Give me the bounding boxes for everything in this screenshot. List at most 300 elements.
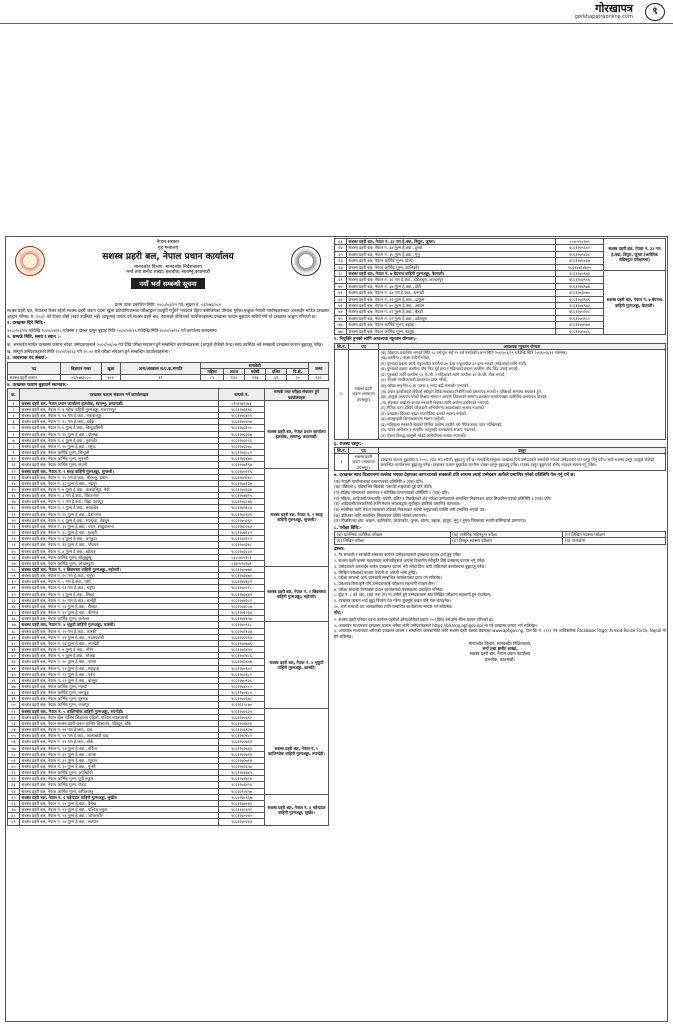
office-sn: ५३ bbox=[8, 720, 20, 726]
exam-item: (ख) शारीरिक सहिष्णुता परीक्षा bbox=[450, 532, 563, 538]
notice-left-column bbox=[7, 238, 329, 1020]
office-phone: ९८६१२७२६५२ bbox=[219, 807, 265, 813]
office-sn: ६८ bbox=[8, 813, 20, 819]
office-name: सशस्त्र प्रहरी बल, नेपाल आर्मिक गुल्म, अर्घाखाँची bbox=[20, 770, 219, 776]
office-sn: ४२ bbox=[8, 653, 20, 659]
note-title: नोट:- bbox=[334, 610, 344, 616]
office-name: सशस्त्र प्रहरी बल, नेपाल आर्मिक गुल्म, मुस्ताङ bbox=[20, 696, 219, 702]
office-sn: २६ bbox=[8, 554, 20, 560]
fee-sn: १ bbox=[335, 454, 349, 471]
office-phone: ९८६१२७०४५४ bbox=[219, 419, 265, 425]
office-name: सशस्त्र प्रहरी बल, नेपाल आर्मिक गुल्म, सोलुखुम्बु bbox=[20, 554, 219, 560]
office-sn: ६७ bbox=[335, 264, 347, 270]
office-phone: ०३८-४२०१०१ bbox=[219, 554, 265, 560]
posts-cell: ९३२ bbox=[309, 374, 329, 380]
office-sn: ९ bbox=[8, 450, 20, 456]
sec5-title: ५. नियुक्ति हुनको लागि आवश्यक न्यूनतम योग्यता:- bbox=[334, 337, 418, 343]
office-phone: ९८६१२७५४३७ bbox=[556, 258, 604, 264]
qualification-item: (ण) मानव अधिकार र मानवीय कानूनको उल्लंघनमा सजाय नपाएको, bbox=[380, 427, 477, 433]
office-name: सशस्त्र प्रहरी बल, नेपाल खेल तालिम शिक्षालय पहिलो, पश्चिम नवलपरासी bbox=[20, 714, 219, 720]
office-sn: ६२ bbox=[8, 776, 20, 782]
sec2-b: ख. सम्पूर्ण उम्मेदवारहरूले मिति २०८०/०४/२३ गते १०:०० बजे परीक्षा संचालन हुने सम्बन्धित कार्यालयहरूमा। bbox=[7, 348, 170, 354]
document-item: (ख) पछिल्लो ६ महिनाभित्र खिचेको पासपोर्ट साइजको दुई प्रति फोटो। bbox=[334, 484, 433, 490]
office-name: सशस्त्र प्रहरी बल, नेपाल नं. २५ गण हे.क्वा., श्रीअन्तु, इलाम bbox=[20, 474, 219, 480]
office-phone: ९८६१६६५८७० bbox=[219, 702, 265, 708]
office-sn: ७६ bbox=[335, 322, 347, 328]
office-phone: ९८६१२७४९७३ bbox=[556, 303, 604, 309]
table-row bbox=[8, 374, 329, 380]
document-item: (ज) पिछडिएका क्षेत्र: अछाम, कालिकोट, जाजरकोट, जुम्ला, डोल्पा, बझाङ, बाजुरा, मुगु र हुम्ला जिल्लाका स्थायी बासिन्दाको प्रमाणपत्र। bbox=[334, 518, 527, 524]
office-phone: ९८६१२७०९६७ bbox=[219, 794, 265, 800]
office-name: सशस्त्र प्रहरी बल, नेपाल नं. ३० गुल्म हे.क्वा., गुल्मी bbox=[20, 764, 219, 770]
office-phone: ९८६१२७३१०८ bbox=[219, 425, 265, 431]
office-sn: ४६ bbox=[8, 677, 20, 683]
office-name: सशस्त्र प्रहरी बल, नेपाल सशस्त्र प्रहरी जवान तालिम शिक्षालय, जीतपुर, बाँके bbox=[20, 720, 219, 726]
documents-list bbox=[334, 479, 666, 524]
fee-th: दस्तुर bbox=[379, 448, 666, 454]
signature-line: हलचोक, काठमाडौं। bbox=[485, 656, 515, 662]
sec2-a: क. अनलाईन मार्फत दरखास्त फाराम भरेका उम्मेदवारहरूले २०८०/०४/०७ गते देखि परीक्षा संचालन हुने सम्बन्धित कार्यालयहरूमा (आफूले रोजेको केन्द्र) स्वयं उपस्थित भई सक्कली दरखास्त फाराम बुझाउनु पर्नेछ। bbox=[7, 342, 323, 347]
office-name: सशस्त्र प्रहरी बल, नेपाल नं. ४२ गुल्म हे.क्वा., डडेलधुरा bbox=[347, 315, 556, 321]
posts-cell: ८१ bbox=[201, 374, 224, 380]
office-name: सशस्त्र प्रहरी बल, नेपाल नं. ५ कालिन्चोक वाहिनी गुल्मअड्डा, रुपन्देही। bbox=[20, 708, 219, 714]
exam-center: सशस्त्र प्रहरी बल, नेपाल नं. १ बराह वाहिनी गुल्मअड्डा, सुनसरी। bbox=[265, 468, 329, 567]
office-phone: ९८६१२७०६३० bbox=[219, 708, 265, 714]
office-phone: ९८६१२७२७१४ bbox=[219, 757, 265, 763]
office-sn: ८ bbox=[8, 443, 20, 449]
office-name: सशस्त्र प्रहरी बल, नेपाल नं. २२ गुल्म हे.क्वा., स्याङ्जा bbox=[20, 665, 219, 671]
sec6-title: ६. राजस्व दस्तुर:- bbox=[334, 441, 364, 447]
office-phone: ९८६१२७४२८१ bbox=[219, 597, 265, 603]
footnote-item: १. सशस्त्र प्रहरी परिवार पदमा कार्यरत प्रहरीको छोरा/छोरीको हकमा २० (बिस) वर्ष उमेर सीमा कायम गरिएको छ। bbox=[334, 616, 494, 622]
office-phone: ०८७-५२०२७५ bbox=[556, 239, 604, 245]
office-name: सशस्त्र प्रहरी बल, नेपाल नं. ३५ गुल्म हे.क्वा., मुगु bbox=[347, 251, 556, 257]
exam-center: सशस्त्र प्रहरी बल, नेपाल प्रधान कार्यालय हलचोक, स्वयम्भु, काठमाडौं। bbox=[265, 400, 329, 468]
office-phone: ९८६१२७०३४३ bbox=[219, 819, 265, 825]
office-phone: ९८६१२७५४८६ bbox=[556, 328, 604, 334]
posts-th: मधेसी bbox=[245, 368, 266, 374]
office-phone: ९८६१२७६९२७ bbox=[219, 727, 265, 733]
office-sn: ६९ bbox=[8, 819, 20, 825]
office-sn: ३५ bbox=[8, 610, 20, 616]
document-item: (घ) महिला, आदिवासी/जनजाति, मधेसी, दलित र पिछडिएको क्षेत्र तर्फका उम्मेदवारले सम्बन्धित निकायबाट प्राप्त सिफारिस पत्रको प्रतिलिपि १ (एक) प्रति। bbox=[334, 495, 552, 501]
office-sn: ३३ bbox=[8, 597, 20, 603]
office-name: सशस्त्र प्रहरी बल, नेपाल नं. ४१ गुल्म हे.क्वा., बैतडी bbox=[347, 309, 556, 315]
exam-center: सशस्त्र प्रहरी बल, नेपाल नं. ५ कालिन्चोक वाहिनी गुल्मअड्डा, रुपन्देही। bbox=[265, 708, 329, 794]
office-name: सशस्त्र प्रहरी बल, नेपाल नं. ४ भृकुटी वाहिनी गुल्मअड्डा, कास्की। bbox=[20, 622, 219, 628]
office-phone: ९८६१२७०९६८ bbox=[219, 622, 265, 628]
office-sn: ५२ bbox=[8, 714, 20, 720]
office-phone: ९८६१२७२२४३ bbox=[219, 523, 265, 529]
office-sn: ५५ bbox=[8, 733, 20, 739]
office-sn: ६१ bbox=[8, 770, 20, 776]
office-phone: ९८६१२७३२२६ bbox=[219, 437, 265, 443]
office-name: सशस्त्र प्रहरी बल, नेपाल नं. २० गुल्म हे.क्वा., पाल्पा bbox=[20, 659, 219, 665]
office-phone: ९८६१२७२६७८ bbox=[219, 696, 265, 702]
office-sn: ६६ bbox=[8, 800, 20, 806]
signature-line: भर्ना तथा छनौट शाखा, bbox=[482, 646, 518, 652]
office-phone: ९८६१२७०७७४ bbox=[219, 567, 265, 573]
office-sn: २५ bbox=[8, 548, 20, 554]
office-phone: ९८६१२७०२१९ bbox=[219, 468, 265, 474]
office-name: सशस्त्र प्रहरी बल, नेपाल नं. २० गुल्म हे.क्वा., दैलेख bbox=[20, 800, 219, 806]
office-name: सशस्त्र प्रहरी बल, नेपाल आर्मिक गुल्म, ओखलढुंगा bbox=[20, 560, 219, 566]
office-phone: ९८६१२७३४७४ bbox=[219, 456, 265, 462]
office-name: सशस्त्र प्रहरी बल, नेपाल नं. १६ गुल्म हे.क्वा., रुपन्देही bbox=[20, 640, 219, 646]
office-sn: ११ bbox=[8, 462, 20, 468]
office-phone: ९८६१२७३९४९ bbox=[556, 296, 604, 302]
office-phone: ९८६१२७५२६२ bbox=[219, 517, 265, 523]
exam-center: सशस्त्र प्रहरी बल, नेपाल नं. २ छिन्नमस्ता वाहिनी गुल्मअड्डा, महोत्तरी। bbox=[265, 567, 329, 622]
fee-table bbox=[334, 447, 666, 471]
office-name: सशस्त्र प्रहरी बल, नेपाल नं. ७ बैदनाथ वाहिनी गुल्मअड्डा, कैलाली। bbox=[347, 271, 556, 277]
office-sn: ७४ bbox=[335, 309, 347, 315]
offices-th: सम्पर्क तथा परीक्षा संचालन हुने कार्यालयहरु bbox=[265, 389, 329, 400]
office-sn: ३४ bbox=[8, 603, 20, 609]
note-item: ९. दरखास्त फाराम भर्दा झुट्टा विवरण पेश गरेमा जुनसुकै बखत पनि नाम कटाइनेछ। bbox=[334, 597, 451, 603]
office-name: सशस्त्र प्रहरी बल, नेपाल नं. ३८ गुल्म हे.क्वा., इटहरी bbox=[20, 530, 219, 536]
posts-th: खुला bbox=[101, 362, 120, 374]
office-phone: ९८६१२७०४८० bbox=[219, 690, 265, 696]
qual-sn: १. bbox=[335, 349, 349, 439]
office-name: सशस्त्र प्रहरी बल, नेपाल नं. ३४ गुल्म हे.क्वा., हुम्ला bbox=[347, 245, 556, 251]
office-sn: ४० bbox=[8, 640, 20, 646]
exam-item: (ङ) विस्तृत स्वास्थ्य परीक्षण bbox=[450, 538, 563, 544]
office-phone: ९८६१२७७५४४ bbox=[556, 322, 604, 328]
office-sn: ५७ bbox=[8, 745, 20, 751]
office-name: सशस्त्र प्रहरी बल, नेपाल आर्मिक गुल्म, कपिलवस्तु bbox=[20, 788, 219, 794]
exam-item: (ग) लिखित स्वास्थ्य परीक्षण bbox=[563, 532, 666, 538]
office-name: सशस्त्र प्रहरी बल, नेपाल नं. ९ गुल्म हे.क्वा., गोरखा bbox=[20, 653, 219, 659]
office-name: सशस्त्र प्रहरी बल, नेपाल नं. ३४ गण हे.क्वा., धनगढी bbox=[347, 290, 556, 296]
government-emblem-icon bbox=[15, 246, 45, 276]
posts-th: पि.क्षे. bbox=[286, 368, 308, 374]
sec8-title: ८. परीक्षा विधि:- bbox=[334, 525, 362, 531]
qualification-item: (ज) प्रचार कार्यालयले तोकेको स्वीकृत चिकित्सकबाट निरोगिताको प्रमाणपत्र भएको र परिक्षको समयमा संचालन हुने, bbox=[380, 388, 542, 394]
note-item: ८. बुँदा नं. ८ को (क), (ख) तथा (ग) मा उत्तीर्ण हुने उम्मेदवारहरू मात्र लिखित परीक्षामा सहभागी हुन पाउनेछन्। bbox=[334, 592, 492, 598]
office-sn: ७७ bbox=[335, 328, 347, 334]
office-phone: ९८६१२७४९७७ bbox=[556, 283, 604, 289]
footnote-item: २. अनलाईन माध्यमबाट दरखास्त फाराम भर्नका लागि उम्मेदवारहरूले https://bharna.apf.gov.np/ मा गई दरखास्त फाराम भर्न सकिनेछ। bbox=[334, 622, 538, 628]
document-item: (छ) दलितका लागि सम्बन्धित निकायबाट दलित भएको प्रमाणपत्र। bbox=[334, 512, 427, 518]
qualification-item: (झ) आफूले अध्ययन गरेको शिक्षण संस्था र आफ्नो जिल्लाको सामान्य प्रशासन कार्यालयबाट चारित्रिक प्रमाणपत्र पाएको, bbox=[380, 394, 548, 400]
note-item: ५. परीक्षा सम्बन्धी अन्य जानकारी सम्बन्धित कार्यालयबाट प्राप्त गर्न सकिनेछ। bbox=[334, 575, 443, 581]
office-sn: १३ bbox=[8, 474, 20, 480]
office-sn: ३० bbox=[8, 579, 20, 585]
office-name: सशस्त्र प्रहरी बल, नेपाल आर्मिक गुल्म, नवलपुर bbox=[20, 702, 219, 708]
office-sn: १२ bbox=[8, 468, 20, 474]
exam-center: सशस्त्र प्रहरी बल, नेपाल नं. ६ महेन्द्रदल वाहिनी गुल्मअड्डा, सुर्खेत। bbox=[265, 794, 329, 825]
notice-title: सशस्त्र प्रहरी बल, नेपाल प्रधान कार्यालय bbox=[102, 252, 234, 263]
office-sn: २३ bbox=[8, 536, 20, 542]
office-phone: ९८६१२७३८७६ bbox=[219, 499, 265, 505]
office-name: सशस्त्र प्रहरी बल, नेपाल नं. १ बराह वाहिनी गुल्मअड्डा, सुनसरी। bbox=[20, 468, 219, 474]
note-item: ४. लिखित परीक्षाको माध्यम नेपाली वा अंग्रेजी भाषा हुनेछ। bbox=[334, 569, 417, 575]
office-phone: ९८६१२७५३४८ bbox=[219, 542, 265, 548]
header-line-ministry: गृह मन्त्रालय bbox=[157, 245, 179, 251]
office-name: सशस्त्र प्रहरी बल, नेपाल नं. १२ गुल्म हे.क्वा., वीरगंज bbox=[20, 610, 219, 616]
office-sn: ७ bbox=[8, 437, 20, 443]
office-name: सशस्त्र प्रहरी बल, नेपाल नं. ३ महेन्द्र वाहिनी गुल्मअड्डा, मकवानपुर bbox=[20, 406, 219, 412]
posts-th-group: समावेशी bbox=[201, 362, 309, 368]
office-name: सशस्त्र प्रहरी बल, नेपाल नं. ६ गुल्म हे.क्वा., नुवाकोट bbox=[20, 437, 219, 443]
exam-item: (घ) लिखित परीक्षा bbox=[335, 538, 451, 544]
posts-th: पद bbox=[8, 362, 61, 374]
office-name: सशस्त्र प्रहरी बल, नेपाल नं. ३ गुल्म हे.क्वा., सिरहा bbox=[20, 591, 219, 597]
office-sn: ६३ bbox=[335, 239, 347, 245]
office-sn: ६९ bbox=[335, 277, 347, 283]
office-phone: ९८६१२७५२२२ bbox=[219, 536, 265, 542]
office-name: सशस्त्र प्रहरी बल, नेपाल नं. ३ गण हे.क्वा., विराटनगर bbox=[20, 493, 219, 499]
sec7-title: ७. दरखास्त साथ विज्ञापनमा उल्लेख भएका देहायका कागजातको सक्कली प्रति साथमा ल्याई उम्मेदवार आफैले प्रमाणित गरेको प्रतिलिपि पेश गर्नु पर्ने छ: bbox=[334, 472, 576, 478]
office-sn: २२ bbox=[8, 530, 20, 536]
qual-th: पद bbox=[349, 343, 379, 349]
offices-th: सम्पर्क नं. bbox=[219, 389, 265, 400]
fee-post: सशस्त्र प्रहरी जवान (साधारण उपसमूह) bbox=[349, 454, 379, 471]
office-sn: ५१ bbox=[8, 708, 20, 714]
qualification-item: (ञ) सेवाबाट बर्खास्त अथवा सरकारी सेवाका लागि अयोग्य ठहरिएको नभएको, bbox=[380, 399, 490, 405]
office-phone: ९८६१२७६४२४ bbox=[219, 782, 265, 788]
posts-th: दलित bbox=[266, 368, 287, 374]
office-sn: २१ bbox=[8, 523, 20, 529]
office-phone: ९८६१२७४२८७ bbox=[219, 603, 265, 609]
office-name: सशस्त्र प्रहरी बल, नेपाल नं. १५ गुल्म हे.क्वा., दोलखा bbox=[20, 431, 219, 437]
qualification-item: (घ) पुरुषको हकमा कम्तीमा पाँच फिट दुई इन्च र महिलाको हकमा कम्तीमा पाँच फिट उचाई भएको, bbox=[380, 366, 519, 372]
office-sn: ४७ bbox=[8, 683, 20, 689]
office-phone: ९८६१४४६४७०० bbox=[556, 264, 604, 270]
office-phone: ९८६१२७२६८९ bbox=[219, 511, 265, 517]
office-name: सशस्त्र प्रहरी बल, नेपाल नं. ४० गुल्म हे.क्वा., अछाम bbox=[347, 303, 556, 309]
exam-item: (क) प्रारम्भिक शारीरिक परीक्षण bbox=[335, 532, 451, 538]
office-sn: १९ bbox=[8, 511, 20, 517]
office-phone: ०१-४२७१०७४ bbox=[219, 400, 265, 406]
office-phone: ९८६१२७३४७२ bbox=[219, 573, 265, 579]
office-phone: ९८६१२७२७१९ bbox=[219, 751, 265, 757]
offices-table-continued bbox=[334, 238, 666, 335]
qualification-item: (ढ) भविष्यमा सरकारी सेवाको निमित्त अयोग्य ठहरिने गरी नैतिकताका पतन नदेखिएको, bbox=[380, 421, 503, 427]
sec2-title: २. सम्पर्क मिति, समय र स्थान :- bbox=[7, 335, 61, 340]
office-name: सशस्त्र प्रहरी बल, नेपाल नं. ३६ गण हे.क्वा., डोडेलधुरा, कञ्चनपुर bbox=[347, 277, 556, 283]
office-sn: २७ bbox=[8, 560, 20, 566]
office-sn: ५ bbox=[8, 425, 20, 431]
office-sn: ७२ bbox=[335, 296, 347, 302]
office-sn: ५० bbox=[8, 702, 20, 708]
office-name: सशस्त्र प्रहरी बल, नेपाल आर्मिक गुल्म, कालिकोट bbox=[347, 264, 556, 270]
signature-line: मानवश्रोत विभाग, मानवश्रोत निर्देशनालय, bbox=[468, 640, 532, 646]
office-phone: ९८६१२७२४८२ bbox=[219, 733, 265, 739]
intro-body: सशस्त्र प्रहरी बल, नेपालमा रिक्त रहेको सशस्त्र प्रहरी जवान पदमा खुला प्रतियोगितात्मक परीक्षाद्वारा पदपूर्ति गर्नुपर्ने भएकाले देहाय बमोजिमका योग्यता पुगेका इच्छुक नेपाली नागरिकहरूबाट अनलाईन मार्फत दरखास्त आह्वान गरिन्छ। रु. १००/- को टिकट टाँसी (स्वयं उपस्थित भई) आफूलाई पायक पर्ने सशस्त्र प्रहरी बल, नेपालको तोकिएको कार्यालयहरूमा दरखास्त फाराम बुझाउन सकिने गरी यो दरखास्त आह्वान गरिएको छ। bbox=[7, 308, 329, 319]
office-name: सशस्त्र प्रहरी बल, नेपाल नं. १९ गुल्म हे.क्वा., नवलपरासी bbox=[20, 634, 219, 640]
exam-center: सशस्त्र प्रहरी बल, नेपाल नं. ७ बैदनाथ वाहिनी गुल्मअड्डा, कैलाली। bbox=[604, 271, 666, 335]
office-phone: ९८६१२७३९१४ bbox=[556, 277, 604, 283]
office-name: सशस्त्र प्रहरी बल, नेपाल नं. २३ गुल्म हे.क्वा., रौतहट bbox=[20, 603, 219, 609]
office-sn: ३ bbox=[8, 413, 20, 419]
office-phone: ९८६१२७५१८४ bbox=[219, 505, 265, 511]
newspaper-url[interactable]: gorkhapatraonline.com bbox=[574, 14, 633, 20]
office-phone: ९८६१२७३०७० bbox=[556, 290, 604, 296]
office-name: सशस्त्र प्रहरी बल, नेपाल नं. ८ गण हे.क्वा., पर्सा bbox=[20, 579, 219, 585]
exam-center: सशस्त्र प्रहरी बल, नेपाल नं. ३३ गण हे.क्वा, बिपुरा, जुम्ला (शारीरिक सहिष्णुता परीक्षणमा) bbox=[604, 239, 666, 271]
office-phone: ९८६१२७६२८१ bbox=[219, 450, 265, 456]
office-sn: २ bbox=[8, 406, 20, 412]
posts-th: जम्मा bbox=[309, 362, 329, 374]
office-name: सशस्त्र प्रहरी बल, नेपाल प्रधान कार्यालय हलचोक, स्वयम्भु, काठमाडौं। bbox=[20, 400, 219, 406]
office-sn: ४९ bbox=[8, 696, 20, 702]
office-name: सशस्त्र प्रहरी बल, नेपाल नं. ३१ गुल्म हे.क्वा., पाल्पा bbox=[20, 751, 219, 757]
notice-banner: नयाँ भर्ना सम्बन्धी सूचना bbox=[131, 278, 204, 289]
office-name: सशस्त्र प्रहरी बल, नेपाल आर्मिक गुल्म, सुनसरी bbox=[20, 456, 219, 462]
office-sn: ४ bbox=[8, 419, 20, 425]
notes-list bbox=[334, 552, 666, 608]
office-phone: ९८६१२७३४२१ bbox=[219, 413, 265, 419]
office-sn: ७० bbox=[335, 283, 347, 289]
office-sn: ५४ bbox=[8, 727, 20, 733]
office-name: सशस्त्र प्रहरी बल, नेपाल आर्मिक गुल्म, रोल्पा bbox=[20, 782, 219, 788]
office-sn: ६३ bbox=[8, 782, 20, 788]
office-phone: ९८६१२७०९७३ bbox=[556, 271, 604, 277]
office-sn: ७५ bbox=[335, 315, 347, 321]
intro-meta: प्रथम पटक प्रकाशित मिति: २०८०/०३/२९ गते, सूचना नं. ०३/०७९/०८० bbox=[114, 301, 222, 307]
office-sn: १६ bbox=[8, 493, 20, 499]
office-name: सशस्त्र प्रहरी बल, नेपाल नं. १३ गण हे.क्वा., धनुषा bbox=[20, 585, 219, 591]
office-sn: ५९ bbox=[8, 757, 20, 763]
office-phone: ९८६१२७२६८२ bbox=[219, 671, 265, 677]
office-sn: १७ bbox=[8, 499, 20, 505]
office-sn: २८ bbox=[8, 567, 20, 573]
office-name: सशस्त्र प्रहरी बल, नेपाल आर्मिक गुल्म, डोल्पा bbox=[347, 258, 556, 264]
offices-th: क्र. bbox=[8, 389, 20, 400]
qualification-item: (ङ) पुरुषको लागि कम्तीमा ५० के.जी. र महिलाको लागि कम्तीमा ४२ के.जी. तौल भएको, bbox=[380, 371, 506, 377]
table-row bbox=[335, 538, 666, 544]
exam-method-table bbox=[334, 531, 666, 544]
office-phone: ९८६१२७४१९७ bbox=[219, 462, 265, 468]
qual-th: सि.नं. bbox=[335, 343, 349, 349]
posts-cell: ०६/०७९/०८० bbox=[60, 374, 101, 380]
office-name: सशस्त्र प्रहरी बल, नेपाल नं. २२ गण हे.क्वा., कास्की bbox=[20, 628, 219, 634]
page-number: ९ bbox=[645, 3, 665, 21]
posts-th: अन्य/अवकास स.प्र.क.सन्तति bbox=[120, 362, 201, 374]
office-phone: ९८६१२७२६३४ bbox=[219, 486, 265, 492]
office-sn: १ bbox=[8, 400, 20, 406]
office-name: सशस्त्र प्रहरी बल, नेपाल आर्मिक गुल्म, पूर्वी रुकुम bbox=[20, 776, 219, 782]
office-name: सशस्त्र प्रहरी बल, नेपाल आर्मिक गुल्म, बझाङ bbox=[347, 322, 556, 328]
office-sn: ६८ bbox=[335, 271, 347, 277]
office-name: सशस्त्र प्रहरी बल, नेपाल आर्मिक गुल्म, म्याग्दी bbox=[20, 683, 219, 689]
note-item: ६. प्रवेशपत्र बिना कुनै पनि उम्मेदवारलाई परीक्षामा सहभागी गराइने छैन। bbox=[334, 580, 435, 586]
document-item: (ङ) आदिवासी/जनजातिको लागि नेपाल सरकारद्वारा सूचीकृत जातिको प्रमाणित कागजात। bbox=[334, 501, 461, 507]
note-item: ३. उम्मेदवारले अनलाईन मार्फत दरखास्त फाराम भरी सोको प्रिन्ट कपी तोकिएको कार्यालयमा बुझाउनु पर्नेछ। bbox=[334, 563, 486, 569]
header-line-government: नेपाल सरकार bbox=[156, 240, 180, 245]
office-sn: ३९ bbox=[8, 634, 20, 640]
office-phone: ९८६१२७१२६४ bbox=[219, 610, 265, 616]
office-phone: ९८६१२७६४२४ bbox=[219, 720, 265, 726]
office-name: सशस्त्र प्रहरी बल, नेपाल आर्मिक गुल्म, सिन्धुली bbox=[20, 450, 219, 456]
office-sn: ६ bbox=[8, 431, 20, 437]
office-sn: ३२ bbox=[8, 591, 20, 597]
fee-th: पद bbox=[349, 448, 379, 454]
exam-item: (च) अन्तर्वार्ता bbox=[563, 538, 666, 544]
note-item: २. सशस्त्र प्रहरी बलमा बहालवाला कर्मचारीहरूले आफ्नो विभागीय स्वीकृति लिई दरखास्त फाराम भर्नु पर्नेछ। bbox=[334, 558, 486, 564]
office-phone: ९८६१२७२६५४ bbox=[219, 764, 265, 770]
office-sn: २९ bbox=[8, 573, 20, 579]
office-sn: ४३ bbox=[8, 659, 20, 665]
office-sn: ६५ bbox=[335, 251, 347, 257]
posts-cell: २० bbox=[286, 374, 308, 380]
office-sn: ४५ bbox=[8, 671, 20, 677]
qualification-item: (च) नेपाली नागरिकताको प्रमाणपत्र प्राप्त गरेको, bbox=[380, 377, 448, 383]
office-phone: ९८६१२७३२४८ bbox=[219, 443, 265, 449]
office-sn: ६५ bbox=[8, 794, 20, 800]
office-sn: ३८ bbox=[8, 628, 20, 634]
office-sn: ४८ bbox=[8, 690, 20, 696]
office-phone: ९८६१२७०७४९ bbox=[219, 640, 265, 646]
office-name: सशस्त्र प्रहरी बल, नेपाल नं. २९ गण हे.क्वा., प्यासाबाडी दाङ bbox=[20, 733, 219, 739]
note-item: १. गैर सरकारी र स्वयंसेवी संस्थामा कार्यरत उम्मेदवारहरूले दरखास्त फाराम दर्ता हुनु पर्नेछ। bbox=[334, 552, 462, 558]
offices-table bbox=[7, 388, 329, 825]
office-name: सशस्त्र प्रहरी बल, नेपाल नं. २४ गुल्म हे.क्वा., जाजरकोट bbox=[20, 813, 219, 819]
office-sn: ३१ bbox=[8, 585, 20, 591]
qualification-item: (ठ) दरखास्त दिँदाका बखत राजनीतिक दलको सदस्य नरहेको, bbox=[380, 410, 467, 416]
office-phone: ९८६१२७४७२५ bbox=[219, 493, 265, 499]
office-phone: ९८६१२७२७४३ bbox=[219, 745, 265, 751]
office-name: सशस्त्र प्रहरी बल, नेपाल आर्मिक गुल्म, जलेश्वर bbox=[20, 616, 219, 622]
document-item: (च) मधेसीका लागि नेपाल सरकारले तोकेको निकायबाट मधेसी समुदायको व्यक्ति भनी प्रमाणित भएको पत्र। bbox=[334, 507, 486, 513]
office-name: सशस्त्र प्रहरी बल, नेपाल नं. ५ गुल्म हे.क्वा., धनकुटा bbox=[20, 536, 219, 542]
office-name: सशस्त्र प्रहरी बल, नेपाल नं. २३ गुल्म हे.क्वा., बाग्लुङ bbox=[20, 677, 219, 683]
office-phone: ०३७-५२०२७९ bbox=[219, 560, 265, 566]
office-phone: ९८६१२७४१३७ bbox=[219, 480, 265, 486]
office-phone: ९८६१२७२७१३ bbox=[219, 739, 265, 745]
sec4-title: ४. दरखास्त फाराम बुझाउने स्थानहरु:- bbox=[7, 382, 69, 388]
note-item: १०. भर्ना सम्बन्धी थप जानकारीको लागि सम्बन्धित कार्यालयमा सम्पर्क गर्न सकिनेछ। bbox=[334, 603, 453, 609]
qualification-item: (ख) कम्तीमा ८ कक्षा उत्तीर्ण गरेको, bbox=[380, 355, 431, 361]
office-sn: ६७ bbox=[8, 807, 20, 813]
office-sn: ७१ bbox=[335, 290, 347, 296]
office-name: सशस्त्र प्रहरी बल, नेपाल नं. २ गण हे.क्वा., विद्या उदयपुर bbox=[20, 499, 219, 505]
office-phone: ९८६१२७३३६७ bbox=[219, 431, 265, 437]
qual-list bbox=[379, 349, 666, 439]
office-name: सशस्त्र प्रहरी बल, नेपाल नं. २४ गुल्म हे.क्वा., सल्यान bbox=[20, 819, 219, 825]
office-sn: ४४ bbox=[8, 665, 20, 671]
qual-th: आवश्यक न्यूनतम योग्यता bbox=[379, 343, 666, 349]
qualification-item: (क) विज्ञापन प्रकाशित भएको मिति १८ वर्ष पूरा भई २१ वर्ष ननाघेको (अन्य मिति २०६२/०३/२९ गतेदेखि मिति २०५९/०३/२९ गतेसम्म) bbox=[380, 349, 567, 355]
office-sn: २४ bbox=[8, 542, 20, 548]
office-sn: ३७ bbox=[8, 622, 20, 628]
qualification-item: (ग) पुरुषको हकमा छाती नफुलाउँदा कम्तीमा ३० इन्च र फुलाउँदा ३२ इन्च भएको (महिलाको लागि नपर्ने), bbox=[380, 360, 528, 366]
document-item: (ग) शैक्षिक योग्यताको प्रमाणपत्र र चारित्रिक प्रमाणपत्रको प्रतिलिपि १ (एक) प्रति। bbox=[334, 490, 449, 496]
office-phone: ९८६१२७२४०७ bbox=[219, 659, 265, 665]
newspaper-nameplate: गोरखापत्र bbox=[595, 2, 633, 15]
office-phone: ९८६१२७५४३८ bbox=[556, 251, 604, 257]
office-phone: ९८६१२७७१४२ bbox=[219, 530, 265, 536]
office-name: सशस्त्र प्रहरी बल, नेपाल नं. २ गुल्म हे.क्वा., बराहक्षेत्र bbox=[20, 505, 219, 511]
header-line-section: भर्ना तथा छनौट शाखा, हलचोक, स्वयम्भु,काठमाडौं bbox=[126, 270, 210, 276]
office-phone: ९८६१२७७०४१ bbox=[219, 800, 265, 806]
office-sn: ६४ bbox=[8, 788, 20, 794]
office-phone: ९८६१२७३४४९ bbox=[219, 591, 265, 597]
office-name: सशस्त्र प्रहरी बल, नेपाल नं. ३३ गण हे.क्वा, बिपुरा, जुम्ला। bbox=[347, 239, 556, 245]
office-name: सशस्त्र प्रहरी बल, नेपाल नं. २ छिन्नमस्ता वाहिनी गुल्मअड्डा, महोत्तरी। bbox=[20, 567, 219, 573]
office-sn: १० bbox=[8, 456, 20, 462]
office-phone: ९८६१२७०६०२ bbox=[219, 665, 265, 671]
office-phone: ९८६१२७४६४५ bbox=[219, 770, 265, 776]
masthead bbox=[0, 0, 673, 24]
office-name: सशस्त्र प्रहरी बल, नेपाल नं. २९ गण हे.क्वा., दाङ bbox=[20, 727, 219, 733]
office-sn: २० bbox=[8, 517, 20, 523]
office-phone: ९८६१२७४४५४ bbox=[219, 616, 265, 622]
qual-post: सशस्त्र प्रहरी जवान (साधारण उपसमूह) bbox=[349, 349, 379, 439]
office-phone: ९८६१२७२१३४ bbox=[219, 628, 265, 634]
